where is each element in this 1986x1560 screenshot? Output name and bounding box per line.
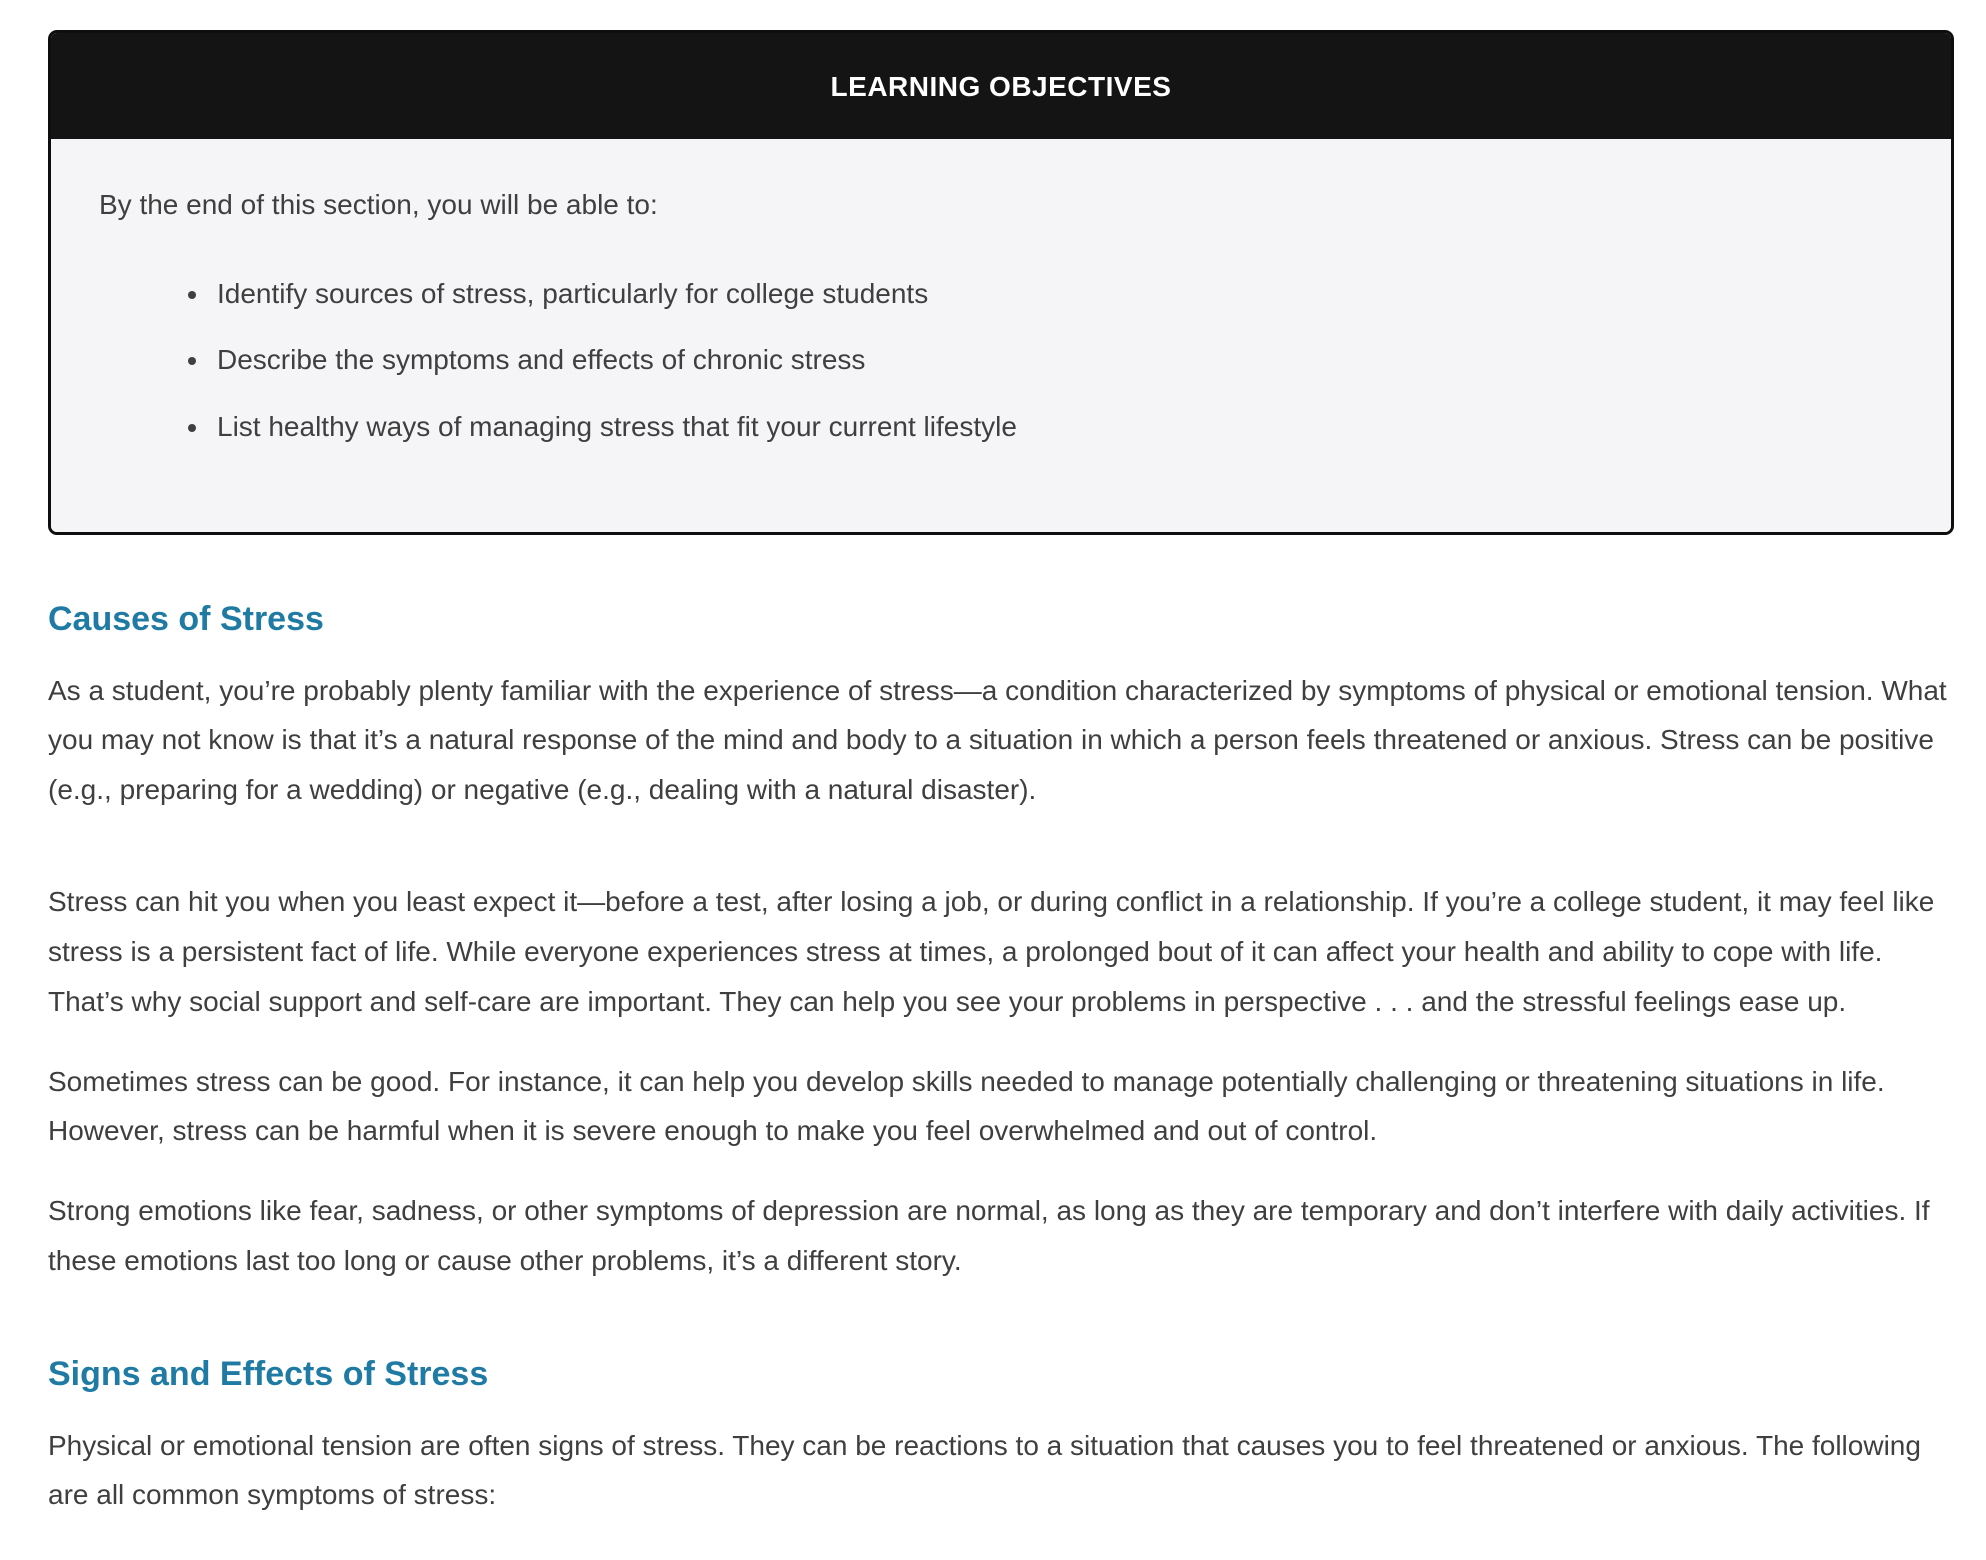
learning-objectives-body <box>51 139 1951 532</box>
paragraph: As a student, you’re probably plenty familiar with the experience of stress—a condition characterized by symptoms of physical or emotional tension. What you may not know is that it’s a natural response of the mind and body to a situation in which a person feels threatened or anxious. Stress can be positive (e.g., preparing for a wedding) or negative (e.g., dealing with a natural disaster). <box>48 674 1947 806</box>
objective-item: • Identify sources of stress, particularly for college students <box>211 274 1903 313</box>
objective-item: • List healthy ways of managing stress that fit your current lifestyle <box>211 407 1903 446</box>
learning-objectives-title: LEARNING OBJECTIVES <box>51 33 1951 139</box>
learning-objectives-box <box>48 30 1954 535</box>
section-heading-signs-and-effects: Signs and Effects of Stress <box>48 1354 489 1393</box>
paragraph: Sometimes stress can be good. For instance, it can help you develop skills needed to manage potentially challenging or threatening situations in life. However, stress can be harmful when it is severe enough to make you feel overwhelmed and out of control. <box>48 1065 1885 1147</box>
paragraph: Physical or emotional tension are often signs of stress. They can be reactions to a situation that causes you to feel threatened or anxious. The following are all common symptoms of stress: <box>48 1429 1921 1511</box>
paragraph: Strong emotions like fear, sadness, or other symptoms of depression are normal, as long as they are temporary and don’t interfere with daily activities. If these emotions last too long or cause other problems, it’s a different story. <box>48 1195 1930 1276</box>
objectives-list <box>99 274 1903 446</box>
section-heading-causes-of-stress: Causes of Stress <box>48 599 324 638</box>
objective-item: • Describe the symptoms and effects of chronic stress <box>211 340 1903 379</box>
lesson-content <box>48 599 1954 1521</box>
objectives-intro-text: By the end of this section, you will be able to: <box>99 189 658 220</box>
paragraph: Stress can hit you when you least expect it—before a test, after losing a job, or during conflict in a relationship. If you’re a college student, it may feel like stress is a persistent fact of life. While everyone experiences stress at times, a prolonged bout of it can affect your health and ability to cope with life. That’s why social support and self-care are important. They can help you see your problems in perspective . . . and the stressful feelings ease up. <box>48 886 1935 1017</box>
